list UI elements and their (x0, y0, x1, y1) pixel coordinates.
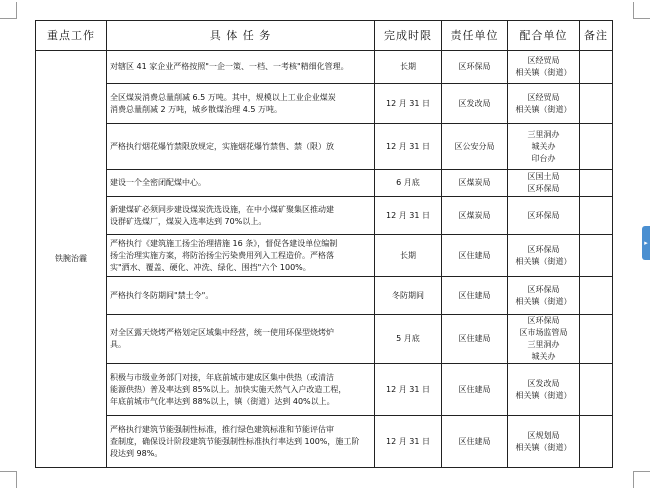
cooperating-line: 区经贸局 (527, 56, 560, 65)
deadline-cell: 冬防期间 (375, 277, 442, 315)
task-line: 对辖区 41 家企业严格按照"一企一策、一档、一考核"精细化管理。 (110, 62, 349, 71)
deadline-cell: 长期 (375, 235, 442, 277)
header-cooperating: 配合单位 (508, 21, 580, 51)
task-line: 对全区露天烧烤严格划定区域集中经营，统一使用环保型烧烤炉 (110, 328, 334, 337)
remarks-cell (580, 364, 613, 416)
table-header-row (36, 21, 613, 51)
chevron-right-icon: ▸ (644, 239, 648, 247)
task-cell (107, 124, 375, 170)
responsible-cell: 区住建局 (442, 235, 508, 277)
cooperating-line: 区环保局 (527, 284, 560, 294)
task-line: 严格执行建筑节能强制性标准，推行绿色建筑标准和节能评估审 (110, 424, 334, 434)
deadline-cell: 12 月 31 日 (375, 84, 442, 124)
responsible-cell: 区煤炭局 (442, 197, 508, 235)
cooperating-cell (508, 364, 580, 416)
table-row (36, 277, 613, 315)
task-cell (107, 277, 375, 315)
cooperating-line: 相关镇（街道） (515, 296, 572, 306)
cooperating-line: 相关镇（街道） (515, 104, 572, 114)
header-remarks: 备注 (580, 21, 613, 51)
table-row (36, 416, 613, 468)
cooperating-line: 区环保局 (527, 184, 560, 193)
remarks-cell (580, 315, 613, 364)
responsible-cell: 区住建局 (442, 315, 508, 364)
cooperating-cell (508, 51, 580, 84)
deadline-cell: 12 月 31 日 (375, 124, 442, 170)
remarks-cell (580, 124, 613, 170)
cooperating-line: 城关办 (531, 352, 556, 361)
cooperating-line: 区规划局 (527, 430, 560, 440)
task-line: 新建煤矿必须同步建设煤炭洗选设施，在中小煤矿聚集区推动建 (110, 204, 334, 214)
cooperating-cell (508, 84, 580, 124)
remarks-cell (580, 84, 613, 124)
responsible-cell: 区环保局 (442, 51, 508, 84)
table-row (36, 170, 613, 197)
task-line: 具。 (110, 340, 126, 349)
remarks-cell (580, 235, 613, 277)
crop-mark-top-right (633, 2, 650, 19)
cooperating-line: 印台办 (531, 153, 556, 163)
header-deadline: 完成时限 (375, 21, 442, 51)
table-row (36, 84, 613, 124)
cooperating-cell (508, 315, 580, 364)
task-cell (107, 364, 375, 416)
cooperating-line: 区环保局 (527, 244, 560, 254)
table-body (36, 51, 613, 468)
task-line: 能源供热）普及率达到 85%以上。加快实施天然气入户改造工程， (110, 384, 347, 394)
work-plan-table (35, 20, 613, 468)
task-line: 扬尘治理实施方案，将防治扬尘污染费用列入工程造价。严格落 (110, 250, 334, 260)
task-line: 严格执行《建筑施工扬尘治理措施 16 条》，督促各建设单位编制 (110, 238, 338, 248)
task-line: 查制度，确保设计阶段建筑节能强制性标准执行率达到 100%，施工阶 (110, 436, 360, 446)
cooperating-line: 区国土局 (527, 172, 560, 181)
task-cell (107, 197, 375, 235)
table-row (36, 51, 613, 84)
cooperating-line: 区市场监管局 (519, 328, 568, 337)
cooperating-line: 区环保局 (527, 210, 560, 220)
cooperating-cell (508, 235, 580, 277)
header-category: 重点工作 (36, 21, 107, 51)
crop-mark-top-left (0, 2, 17, 19)
deadline-cell: 5 月底 (375, 315, 442, 364)
table-row (36, 124, 613, 170)
cooperating-line: 相关镇（街道） (515, 256, 572, 266)
cooperating-cell (508, 416, 580, 468)
cooperating-line: 三里洞办 (527, 340, 560, 349)
cooperating-line: 区发改局 (527, 378, 560, 388)
deadline-cell: 12 月 31 日 (375, 416, 442, 468)
table-row (36, 235, 613, 277)
cooperating-cell (508, 197, 580, 235)
task-line: 严格执行冬防期间"禁土令"。 (110, 290, 214, 300)
task-cell (107, 235, 375, 277)
responsible-cell: 区煤炭局 (442, 170, 508, 197)
task-line: 实"洒水、覆盖、硬化、冲洗、绿化、围挡"六个 100%。 (110, 262, 311, 272)
side-expand-tab[interactable] (642, 226, 650, 260)
crop-mark-bottom-right (633, 471, 650, 488)
responsible-cell: 区公安分局 (442, 124, 508, 170)
task-cell (107, 170, 375, 197)
cooperating-cell (508, 124, 580, 170)
cooperating-line: 相关镇（街道） (515, 390, 572, 400)
remarks-cell (580, 277, 613, 315)
deadline-cell: 长期 (375, 51, 442, 84)
cooperating-cell (508, 170, 580, 197)
cooperating-line: 城关办 (531, 141, 556, 151)
responsible-cell: 区住建局 (442, 364, 508, 416)
remarks-cell (580, 170, 613, 197)
responsible-cell: 区住建局 (442, 416, 508, 468)
remarks-cell (580, 197, 613, 235)
cooperating-line: 相关镇（街道） (515, 442, 572, 452)
task-cell (107, 51, 375, 84)
header-responsible: 责任单位 (442, 21, 508, 51)
deadline-cell: 12 月 31 日 (375, 197, 442, 235)
remarks-cell (580, 51, 613, 84)
cooperating-line: 区经贸局 (527, 92, 560, 102)
task-line: 段达到 98%。 (110, 448, 163, 458)
header-task: 具 体 任 务 (107, 21, 375, 51)
task-line: 设群矿选煤厂，煤炭入选率达到 70%以上。 (110, 216, 267, 226)
deadline-cell: 12 月 31 日 (375, 364, 442, 416)
task-cell (107, 84, 375, 124)
task-cell (107, 416, 375, 468)
category-cell: 铁腕治霾 (36, 51, 107, 468)
task-cell (107, 315, 375, 364)
table-row (36, 315, 613, 364)
cooperating-line: 三里洞办 (527, 129, 560, 139)
cooperating-line: 区环保局 (527, 316, 560, 325)
cooperating-line: 相关镇（街道） (515, 68, 572, 77)
task-line: 严格执行烟花爆竹禁限放规定，实施烟花爆竹禁售、禁（限）放 (110, 141, 334, 151)
task-line: 年底前城市气化率达到 88%以上，镇（街道）达到 40%以上。 (110, 396, 335, 406)
deadline-cell: 6 月底 (375, 170, 442, 197)
task-line: 建设一个全密闭配煤中心。 (110, 178, 206, 187)
crop-mark-bottom-left (0, 471, 17, 488)
task-line: 全区煤炭消费总量削减 6.5 万吨。其中，规模以上工业企业煤炭 (110, 92, 336, 102)
task-line: 积极与市级业务部门对接，年底前城市建成区集中供热（或清洁 (110, 372, 334, 382)
cooperating-cell (508, 277, 580, 315)
responsible-cell: 区住建局 (442, 277, 508, 315)
remarks-cell (580, 416, 613, 468)
responsible-cell: 区发改局 (442, 84, 508, 124)
table-row (36, 197, 613, 235)
table-row (36, 364, 613, 416)
task-line: 消费总量削减 2 万吨，城乡散煤治理 4.5 万吨。 (110, 104, 282, 114)
